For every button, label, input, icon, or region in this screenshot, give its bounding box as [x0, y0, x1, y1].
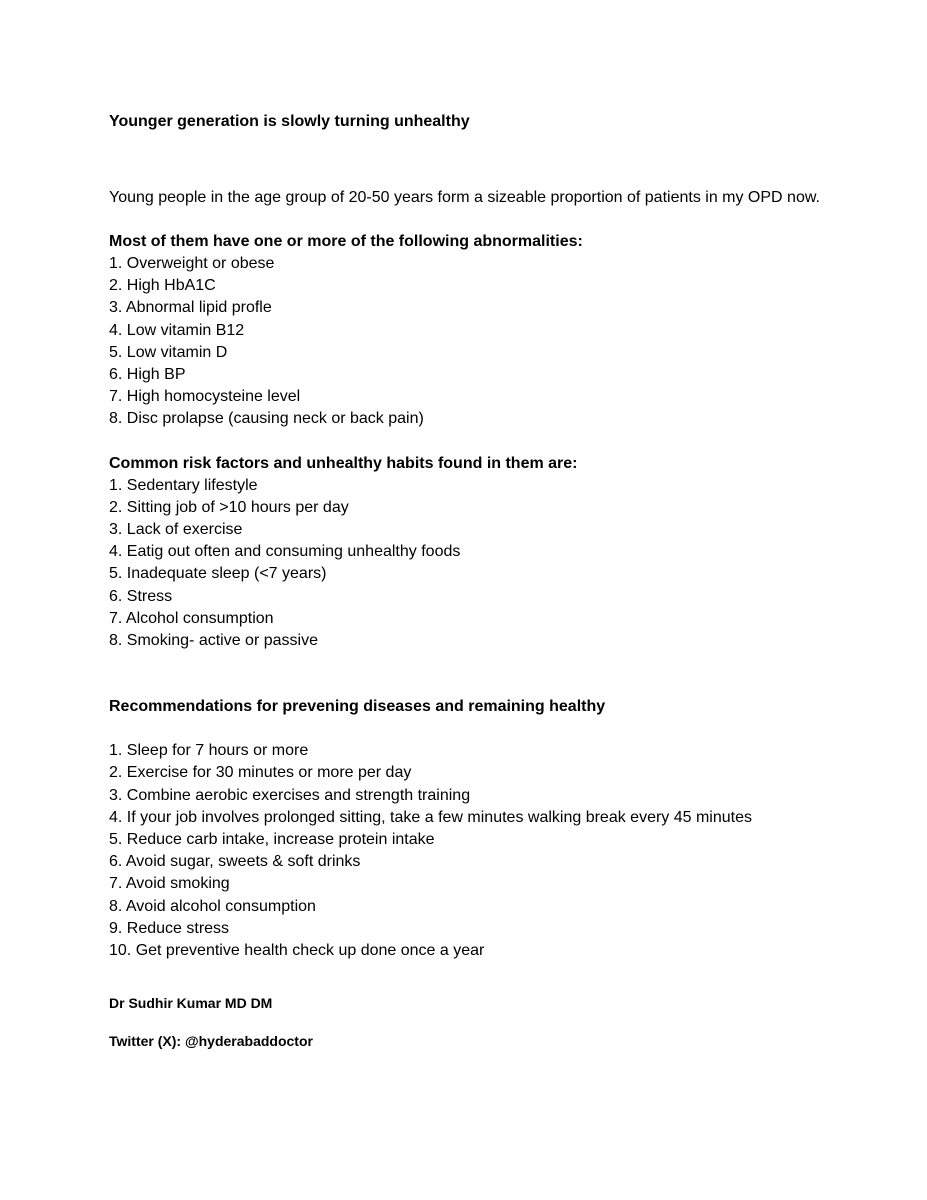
- abnormalities-list: [109, 253, 849, 431]
- list-item: 8. Avoid alcohol consumption: [109, 897, 316, 915]
- list-item: 2. Exercise for 30 minutes or more per day: [109, 764, 412, 782]
- list-item: 5. Low vitamin D: [109, 343, 228, 361]
- list-item: 2. Sitting job of >10 hours per day: [109, 498, 349, 516]
- risk-factors-section: [109, 453, 849, 653]
- list-item: 2. High HbA1C: [109, 277, 216, 295]
- list-item: 8. Disc prolapse (causing neck or back pain): [109, 410, 424, 428]
- list-item: 6. Avoid sugar, sweets & soft drinks: [109, 853, 361, 871]
- recommendations-section: [109, 696, 849, 962]
- list-item: 3. Combine aerobic exercises and strength training: [109, 786, 471, 804]
- intro-paragraph: Young people in the age group of 20-50 years form a sizeable proportion of patients in my OPD now.: [109, 189, 820, 206]
- recommendations-list: [109, 740, 849, 962]
- list-item: 4. If your job involves prolonged sitting, take a few minutes walking break every 45 minutes: [109, 808, 752, 826]
- list-item: 4. Eatig out often and consuming unhealthy foods: [109, 543, 461, 561]
- list-item: 7. Avoid smoking: [109, 875, 230, 893]
- list-item: 5. Reduce carb intake, increase protein intake: [109, 831, 435, 849]
- list-item: 9. Reduce stress: [109, 919, 230, 937]
- author-twitter: Twitter (X): @hyderabaddoctor: [109, 1033, 313, 1050]
- list-item: 3. Abnormal lipid profle: [109, 299, 272, 317]
- list-item: 4. Low vitamin B12: [109, 321, 245, 339]
- list-item: 8. Smoking- active or passive: [109, 632, 318, 650]
- abnormalities-section: [109, 231, 849, 431]
- list-item: 6. Stress: [109, 587, 173, 605]
- list-item: 6. High BP: [109, 366, 186, 384]
- recommendations-heading: Recommendations for prevening diseases and remaining healthy: [109, 698, 606, 716]
- risk-factors-list: [109, 475, 849, 653]
- risk-factors-heading: Common risk factors and unhealthy habits found in them are:: [109, 454, 578, 472]
- list-item: 3. Lack of exercise: [109, 521, 243, 539]
- list-item: 5. Inadequate sleep (<7 years): [109, 565, 327, 583]
- document-page: [109, 111, 849, 1051]
- abnormalities-heading: Most of them have one or more of the following abnormalities:: [109, 233, 583, 250]
- document-title: Younger generation is slowly turning unhealthy: [109, 113, 470, 130]
- list-item: 10. Get preventive health check up done once a year: [109, 942, 485, 960]
- list-item: 1. Sedentary lifestyle: [109, 476, 258, 494]
- list-item: 7. Alcohol consumption: [109, 609, 274, 627]
- list-item: 7. High homocysteine level: [109, 388, 301, 406]
- list-item: 1. Sleep for 7 hours or more: [109, 742, 309, 760]
- list-item: 1. Overweight or obese: [109, 255, 275, 272]
- author-name: Dr Sudhir Kumar MD DM: [109, 995, 273, 1012]
